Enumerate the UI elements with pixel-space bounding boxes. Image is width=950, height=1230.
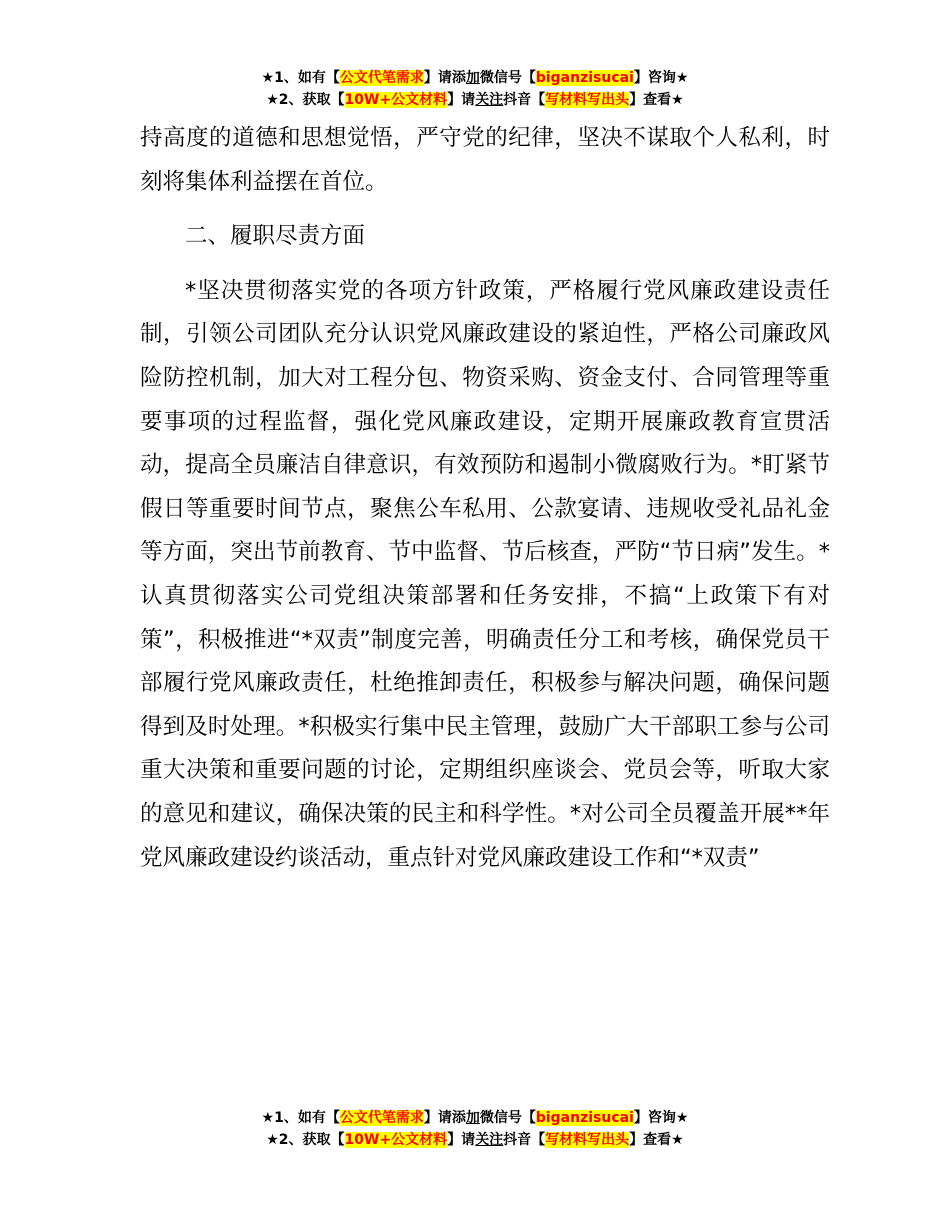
banner-text: 抖音【 — [503, 92, 546, 108]
banner-underline-text: 加 — [465, 1110, 480, 1126]
banner-text: 】咨询★ — [633, 1110, 689, 1126]
banner-highlight: 10W+公文材料 — [344, 1132, 448, 1148]
banner-text: 】请添 — [423, 1110, 466, 1126]
footer-banner — [0, 1107, 950, 1151]
banner-highlight: 公文代笔需求 — [339, 1110, 424, 1126]
banner-text: 】请 — [447, 92, 476, 108]
paragraph-continued: 持高度的道德和思想觉悟，严守党的纪律，坚决不谋取个人私利，时刻将集体利益摆在首位。 — [140, 125, 830, 195]
document-body — [140, 117, 830, 880]
banner-underline-text: 加 — [465, 70, 480, 86]
banner-line-2 — [0, 1129, 950, 1151]
banner-underline-text: 关注 — [475, 92, 504, 108]
banner-highlight: biganzisucai — [535, 70, 634, 86]
banner-text: 】查看★ — [629, 1132, 684, 1148]
banner-line-2 — [0, 89, 950, 111]
banner-text: 】请 — [447, 1132, 476, 1148]
paragraph-duties: *坚决贯彻落实党的各项方针政策，严格履行党风廉政建设责任制，引领公司团队充分认识党风廉政建设的紧迫性，严格公司廉政风险防控机制，加大对工程分包、物资采购、资金支付、合同管理等重要事项的过程监督，强化党风廉政建设，定期开展廉政教育宣贯活动，提高全员廉洁自律意识，有效预防和遏制小微腐败行为。*盯紧节假日等重要时间节点，聚焦公车私用、公款宴请、违规收受礼品礼金等方面，突出节前教育、节中监督、节后核查，严防“节日病”发生。*认真贯彻落实公司党组决策部署和任务安排，不搞“上政策下有对策”，积极推进“*双责”制度完善，明确责任分工和考核，确保党员干部履行党风廉政责任，杜绝推卸责任，积极参与解决问题，确保问题得到及时处理。*积极实行集中民主管理，鼓励广大干部职工参与公司重大决策和重要问题的讨论，定期组织座谈会、党员会等，听取大家的意见和建议，确保决策的民主和科学性。*对公司全员覆盖开展**年党风廉政建设约谈活动，重点针对党风廉政建设工作和“*双责” — [140, 277, 830, 871]
banner-text: ★2、获取【 — [266, 1132, 345, 1148]
banner-highlight: biganzisucai — [535, 1110, 634, 1126]
header-banner — [0, 67, 950, 111]
banner-text: ★1、如有【 — [261, 1110, 340, 1126]
banner-text: 抖音【 — [503, 1132, 546, 1148]
section-heading: 二、履职尽责方面 — [185, 223, 366, 250]
banner-highlight: 写材料写出头 — [545, 1132, 630, 1148]
banner-text: 】查看★ — [629, 92, 684, 108]
banner-underline-text: 关注 — [475, 1132, 504, 1148]
banner-highlight: 10W+公文材料 — [344, 92, 448, 108]
banner-text: ★1、如有【 — [261, 70, 340, 86]
banner-text: 微信号【 — [479, 1110, 536, 1126]
banner-text: 微信号【 — [479, 70, 536, 86]
banner-text: 】咨询★ — [633, 70, 689, 86]
banner-highlight: 公文代笔需求 — [339, 70, 424, 86]
banner-line-1 — [0, 67, 950, 89]
banner-text: 】请添 — [423, 70, 466, 86]
banner-line-1 — [0, 1107, 950, 1129]
banner-text: ★2、获取【 — [266, 92, 345, 108]
banner-highlight: 写材料写出头 — [545, 92, 630, 108]
